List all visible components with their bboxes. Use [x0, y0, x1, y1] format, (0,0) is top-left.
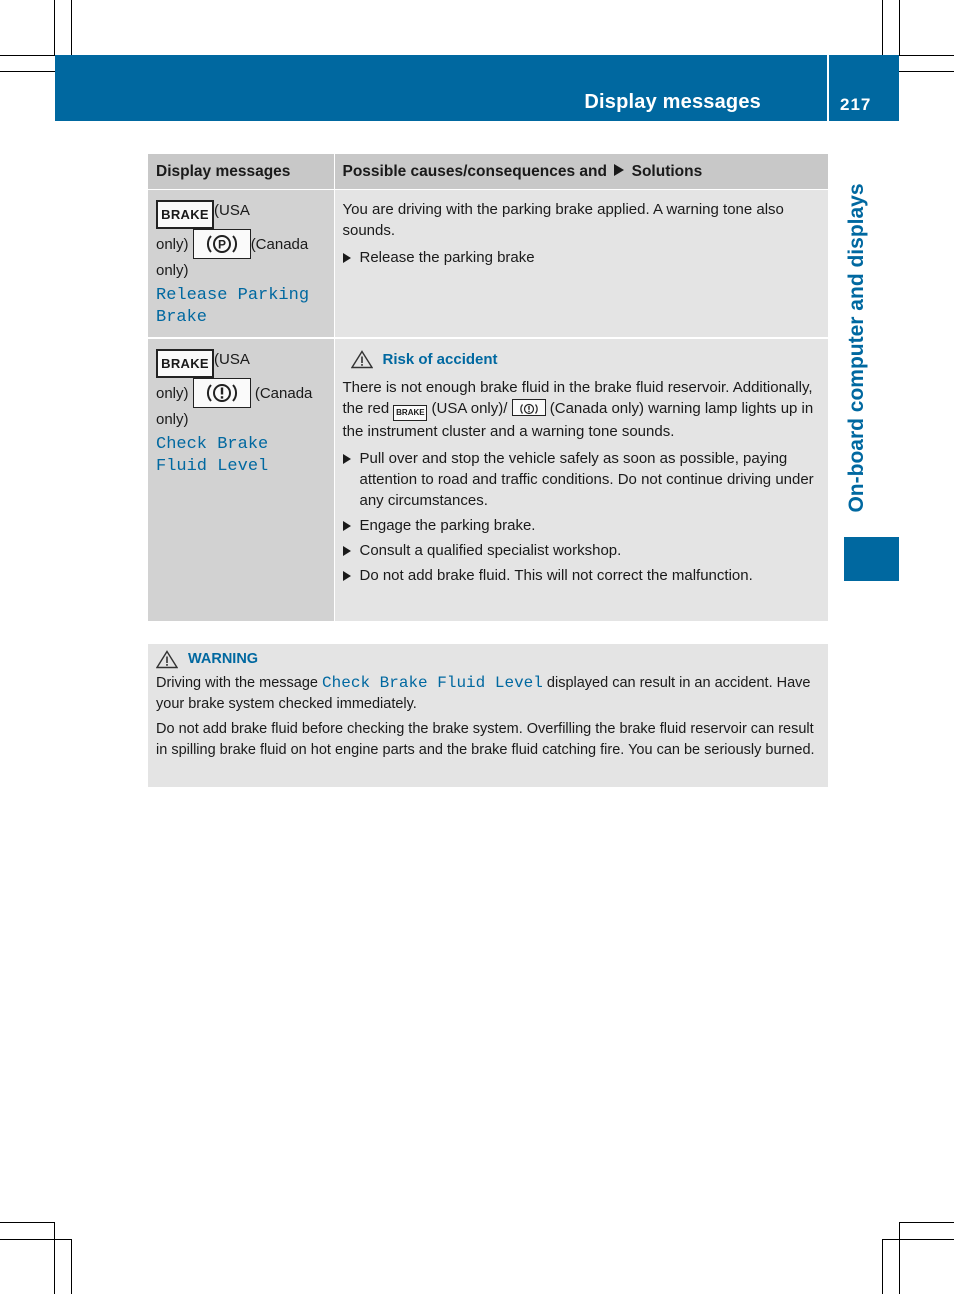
list-item: Do not add brake fluid. This will not correct the malfunction. [343, 565, 821, 586]
only-label: only) [156, 411, 189, 428]
brake-warning-icon: BRAKE [393, 405, 427, 421]
crop-mark [882, 1239, 954, 1240]
list-item: Consult a qualified specialist workshop. [343, 540, 821, 561]
crop-mark [0, 1239, 72, 1240]
column-header-solutions-label: Solutions [631, 163, 703, 180]
causes-cell [334, 338, 828, 621]
bullet-arrow-icon [343, 521, 351, 531]
crop-mark [54, 1222, 55, 1294]
risk-heading-label: Risk of accident [382, 351, 498, 368]
crop-mark [899, 0, 900, 55]
brake-warning-icon: BRAKE [156, 200, 214, 229]
bullet-arrow-icon [343, 253, 351, 263]
svg-text:P: P [217, 237, 226, 252]
cause-description: There is not enough brake fluid in the brake fluid reservoir. Additionally, the red BRAKE (USA only)/ (Canada only) warning lamp lights up in the instrument cluster and a warning tone sounds. [342, 379, 814, 440]
column-header-causes [334, 154, 828, 190]
crop-mark [71, 1239, 72, 1294]
crop-mark [899, 1222, 954, 1223]
bullet-arrow-icon [343, 546, 351, 556]
page-number: 217 [840, 95, 872, 114]
list-item: Pull over and stop the vehicle safely as soon as possible, paying attention to road and traffic conditions. Do not continue driving under any circumstances. [343, 448, 821, 511]
only-label: only) [156, 262, 189, 279]
chapter-tab [841, 170, 873, 526]
display-message-cell [148, 338, 334, 621]
table-row [148, 190, 828, 339]
canada-label: (Canada [254, 385, 313, 402]
warning-heading [156, 649, 820, 670]
only-label: only) [156, 385, 189, 402]
crop-mark [0, 1222, 55, 1223]
display-message-text: Check Brake Fluid Level [156, 435, 269, 476]
crop-mark [899, 1222, 900, 1294]
display-message-text: Release Parking Brake [156, 286, 310, 327]
column-header-causes-label: Possible causes/consequences and [342, 163, 607, 180]
warning-paragraph: Do not add brake fluid before checking the brake system. Overfilling the brake fluid reservoir can result in spilling brake fluid on hot engine parts and the brake fluid catching fire. You can be seriously burned. [156, 721, 815, 758]
brake-fluid-warning-icon [512, 399, 546, 416]
brake-fluid-warning-icon [193, 378, 251, 408]
display-message-code: Check Brake Fluid Level [322, 674, 543, 692]
display-message-cell [148, 190, 334, 339]
risk-heading [343, 349, 821, 370]
bullet-arrow-icon [343, 454, 351, 464]
crop-mark [882, 0, 883, 55]
crop-mark [882, 1239, 883, 1294]
table-row [148, 338, 828, 621]
cause-description: You are driving with the parking brake applied. A warning tone also sounds. [342, 201, 784, 239]
warning-paragraph: Driving with the message Check Brake Fluid Level displayed can result in an accident. Have your brake system checked immediately. [156, 674, 811, 712]
arrow-right-icon [613, 163, 625, 177]
crop-mark [0, 71, 55, 72]
brake-warning-icon: BRAKE [156, 349, 214, 378]
canada-label: (Canada [250, 236, 309, 253]
causes-cell [334, 190, 828, 339]
warning-triangle-icon [156, 650, 178, 669]
parking-brake-icon [193, 229, 251, 259]
warning-box [148, 644, 828, 787]
only-label: only) [156, 236, 189, 253]
crop-mark [0, 55, 55, 56]
usa-label: (USA [214, 202, 250, 219]
chapter-tab-label: On-board computer and displays [845, 183, 868, 513]
table-header-row [148, 154, 828, 190]
bullet-arrow-icon [343, 571, 351, 581]
header-divider [827, 55, 829, 121]
usa-label: (USA [214, 351, 250, 368]
page-header [55, 55, 899, 121]
list-item: Release the parking brake [343, 247, 821, 268]
crop-mark [54, 0, 55, 55]
chapter-tab-marker [844, 537, 899, 581]
display-messages-table [148, 154, 828, 621]
page-title: Display messages [584, 91, 761, 113]
warning-triangle-icon [351, 350, 373, 369]
crop-mark [71, 0, 72, 55]
warning-heading-label: WARNING [188, 651, 259, 667]
crop-mark [899, 71, 954, 72]
crop-mark [899, 55, 954, 56]
column-header-display-messages: Display messages [148, 154, 334, 190]
list-item: Engage the parking brake. [343, 515, 821, 536]
